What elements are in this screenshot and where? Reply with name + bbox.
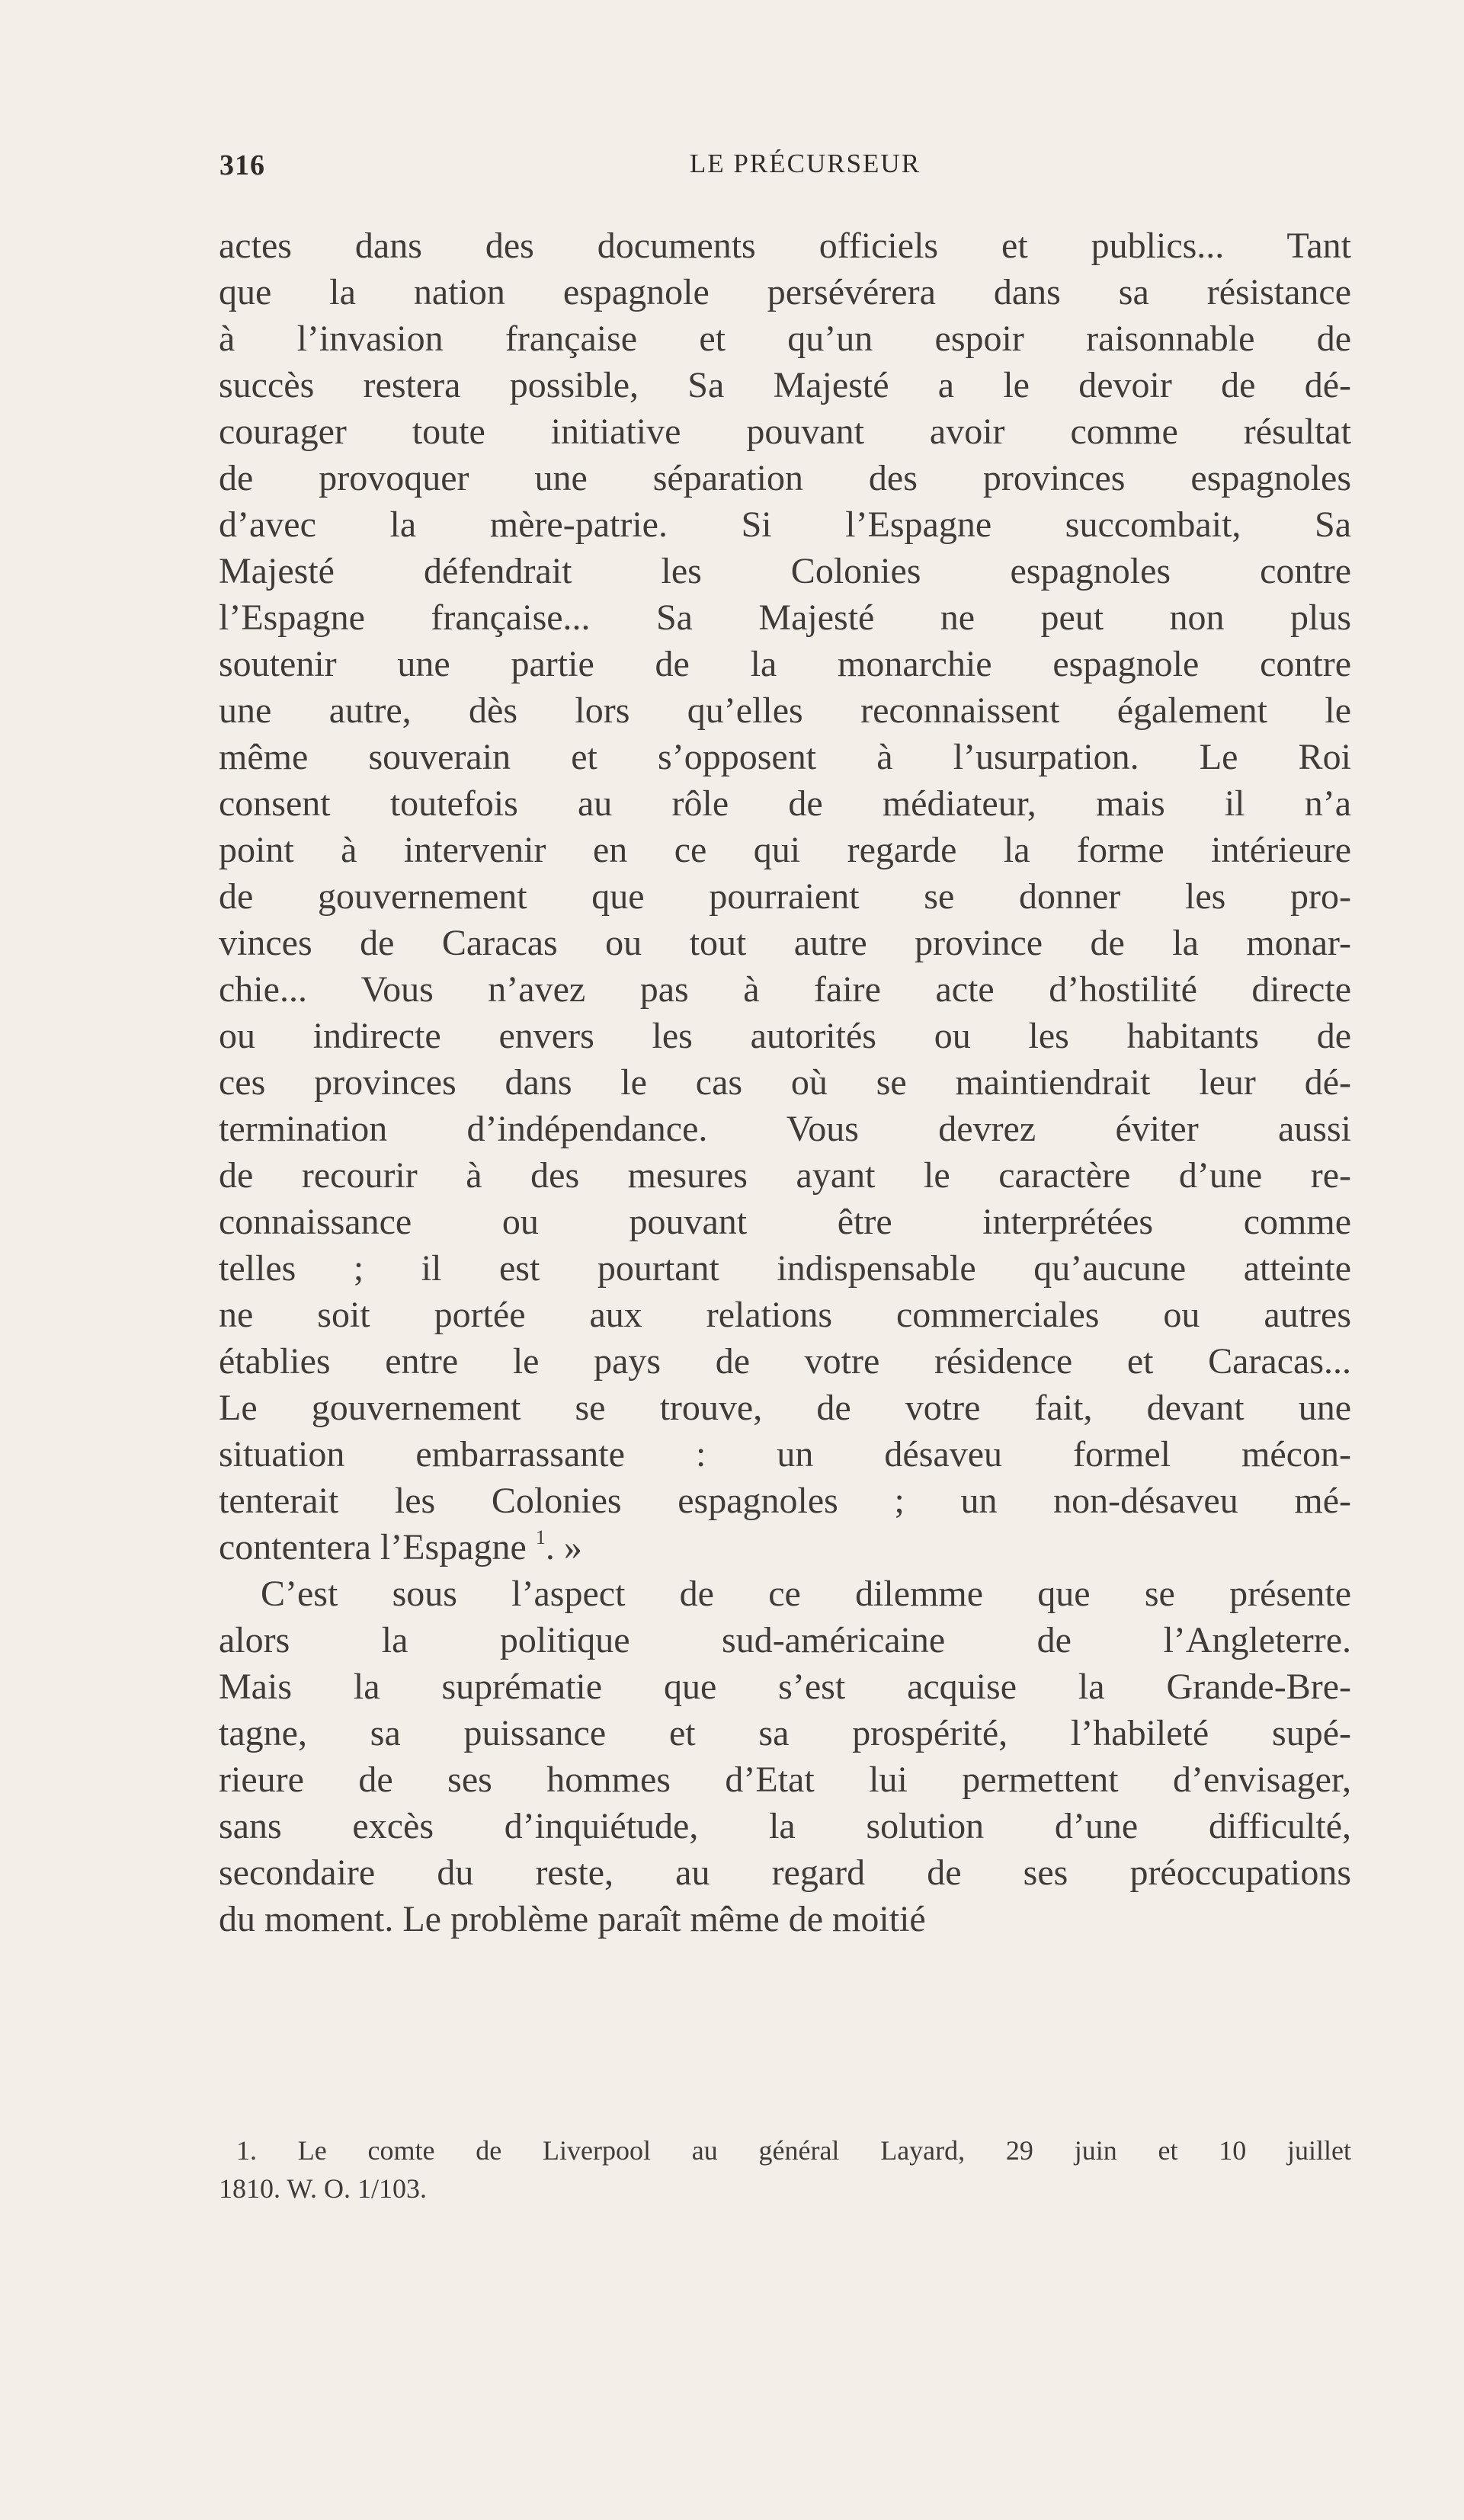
quote-end-text: contentera l’Espagne	[219, 1527, 527, 1567]
text-line: que la nation espagnole persévérera dans sa résistance	[219, 272, 1351, 312]
text-line: du moment. Le problème paraît même de moitié	[219, 1899, 926, 1939]
text-line: telles ; il est pourtant indispensable qu’aucune atteinte	[219, 1248, 1351, 1289]
text-line: secondaire du reste, au regard de ses préoccupations	[219, 1852, 1351, 1893]
text-line: actes dans des documents officiels et publics... Tant	[219, 226, 1351, 266]
text-line: une autre, dès lors qu’elles reconnaissent également le	[219, 690, 1351, 731]
text-line: à l’invasion française et qu’un espoir raisonnable de	[219, 319, 1351, 359]
body-text	[219, 223, 1351, 1942]
text-line: termination d’indépendance. Vous devrez éviter aussi	[219, 1109, 1351, 1149]
text-line: vinces de Caracas ou tout autre province de la monar-	[219, 923, 1351, 963]
text-line: établies entre le pays de votre résidence et Caracas...	[219, 1341, 1351, 1382]
text-line: d’avec la mère-patrie. Si l’Espagne succombait, Sa	[219, 504, 1351, 545]
paragraph-commentary	[219, 1571, 1351, 1942]
footnote-line: 1810. W. O. 1/103.	[219, 2173, 428, 2204]
text-line: ne soit portée aux relations commerciales ou autres	[219, 1295, 1351, 1335]
footnote-reference[interactable]: 1	[535, 1526, 546, 1548]
page-number: 316	[219, 149, 265, 181]
text-line: C’est sous l’aspect de ce dilemme que se présente	[261, 1574, 1351, 1614]
text-line: ou indirecte envers les autorités ou les habitants de	[219, 1016, 1351, 1056]
text-line: courager toute initiative pouvant avoir comme résultat	[219, 411, 1351, 452]
text-line: Le gouvernement se trouve, de votre fait, devant une	[219, 1388, 1351, 1428]
running-title: LE PRÉCURSEUR	[689, 149, 921, 178]
text-line: de recourir à des mesures ayant le caractère d’une re-	[219, 1155, 1351, 1196]
text-line: de provoquer une séparation des provinces espagnoles	[219, 458, 1351, 498]
text-line: même souverain et s’opposent à l’usurpation. Le Roi	[219, 737, 1351, 777]
text-line: alors la politique sud-américaine de l’Angleterre.	[219, 1620, 1351, 1660]
text-line: consent toutefois au rôle de médiateur, mais il n’a	[219, 783, 1351, 824]
text-line: Majesté défendrait les Colonies espagnoles contre	[219, 551, 1351, 591]
text-line: ces provinces dans le cas où se maintiendrait leur dé-	[219, 1062, 1351, 1103]
text-line: connaissance ou pouvant être interprétées comme	[219, 1202, 1351, 1242]
text-line: tenterait les Colonies espagnoles ; un non-désaveu mé-	[219, 1481, 1351, 1521]
text-line: rieure de ses hommes d’Etat lui permettent d’envisager,	[219, 1760, 1351, 1800]
text-line: tagne, sa puissance et sa prospérité, l’habileté supé-	[219, 1713, 1351, 1753]
footnote	[219, 2131, 1351, 2208]
text-line: chie... Vous n’avez pas à faire acte d’hostilité directe	[219, 969, 1351, 1010]
text-line: situation embarrassante : un désaveu formel mécon-	[219, 1434, 1351, 1475]
text-line: de gouvernement que pourraient se donner les pro-	[219, 876, 1351, 917]
text-line: succès restera possible, Sa Majesté a le devoir de dé-	[219, 365, 1351, 405]
text-line: l’Espagne française... Sa Majesté ne peut non plus	[219, 597, 1351, 638]
footnote-line: 1. Le comte de Liverpool au général Layard, 29 juin et 10 juillet	[236, 2135, 1351, 2166]
text-line: point à intervenir en ce qui regarde la forme intérieure	[219, 830, 1351, 870]
text-line	[219, 1524, 1351, 1571]
text-line: sans excès d’inquiétude, la solution d’une difficulté,	[219, 1806, 1351, 1846]
paragraph-quote	[219, 223, 1351, 1524]
running-head	[219, 149, 1349, 187]
text-line: soutenir une partie de la monarchie espagnole contre	[219, 644, 1351, 684]
quote-end-close: . »	[545, 1527, 582, 1567]
text-line: Mais la suprématie que s’est acquise la Grande-Bre-	[219, 1667, 1351, 1707]
